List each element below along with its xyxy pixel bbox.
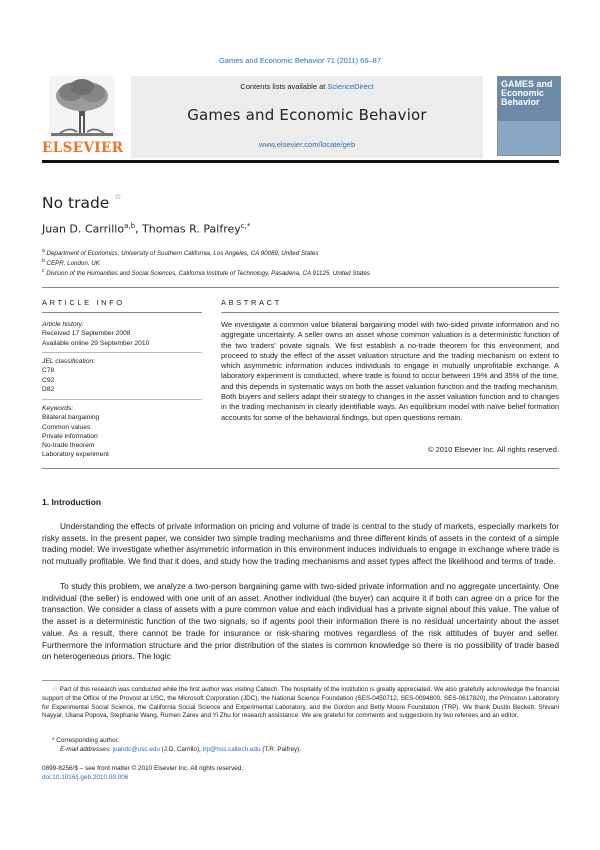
intro-paragraph: To study this problem, we analyze a two-person bargaining game with two-sided private information and no aggregate uncertainty. One individual (the seller) is endowed with one unit of an asset. Another individual (the buyer) can acquire it if both can agree on a price for the transaction. We consider a class of assets with a pure common value and each individual has a private signal about this value. The value of the asset is a deterministic function of the two signals, so if agents pool their information there is no residual uncertainty about the asset value. As a result, there cannot be trade for insurance or risk-sharing motives regardless of the risk attitudes of buyer and seller. Furthermore the information structure and the prior distribution of the states is common knowledge so there is no possibility of trade based on heterogeneous priors. The logic bbox=[42, 581, 559, 662]
issn-line: 0899-8256/$ – see front matter © 2010 Elsevier Inc. All rights reserved. bbox=[42, 765, 244, 772]
email-link[interactable]: juandc@usc.edu bbox=[112, 746, 160, 753]
jel-code: C78 bbox=[42, 367, 55, 375]
doi-link[interactable]: doi:10.1016/j.geb.2010.09.006 bbox=[42, 774, 129, 782]
paper-title-text: No trade bbox=[42, 194, 110, 212]
keyword: Laboratory experiment bbox=[42, 451, 109, 459]
divider bbox=[42, 312, 202, 313]
asterisk-mark: * bbox=[52, 737, 55, 744]
article-info-heading: ARTICLE INFO bbox=[42, 298, 125, 307]
contents-prefix: Contents lists available at bbox=[240, 82, 328, 91]
elsevier-logo bbox=[42, 76, 122, 156]
divider bbox=[42, 399, 202, 400]
email-owner: (J.D. Carrillo), bbox=[161, 746, 201, 753]
email-label: E-mail addresses: bbox=[60, 746, 111, 753]
online-date: Available online 29 September 2010 bbox=[42, 339, 150, 347]
corresponding-text: Corresponding author. bbox=[56, 737, 120, 744]
journal-homepage-link[interactable]: www.elsevier.com/locate/geb bbox=[258, 140, 356, 149]
divider bbox=[42, 468, 559, 469]
divider bbox=[42, 352, 202, 353]
email-footnote bbox=[42, 746, 577, 755]
jel-code: C92 bbox=[42, 376, 55, 384]
author-name: Juan D. Carrillo bbox=[42, 222, 125, 236]
keyword: Bilateral bargaining bbox=[42, 414, 100, 422]
tree-logo-icon bbox=[49, 76, 115, 138]
author-name: Thomas R. Palfrey bbox=[142, 222, 241, 236]
journal-reference[interactable]: Games and Economic Behavior 71 (2011) 66–87 bbox=[218, 56, 382, 65]
publisher-wordmark: ELSEVIER bbox=[42, 140, 124, 156]
sciencedirect-link[interactable]: ScienceDirect bbox=[327, 82, 374, 91]
keywords bbox=[42, 404, 109, 460]
abstract-heading: ABSTRACT bbox=[221, 298, 282, 307]
affiliation-mark: a bbox=[42, 248, 45, 254]
jel-classification bbox=[42, 357, 95, 394]
author-affiliation-mark[interactable]: a,b bbox=[124, 222, 136, 230]
title-footnote-mark[interactable]: ☆ bbox=[114, 192, 122, 201]
abstract-copyright: © 2010 Elsevier Inc. All rights reserved. bbox=[427, 445, 559, 454]
email-link[interactable]: trp@hss.caltech.edu bbox=[202, 746, 261, 753]
header-divider bbox=[42, 160, 559, 163]
article-history bbox=[42, 320, 149, 348]
keyword: Private information bbox=[42, 432, 98, 440]
author-list: Juan D. Carrillo$^{a,b}$, Thomas R. Palfrey$^{c,*}$ bbox=[42, 222, 251, 236]
affiliation bbox=[42, 248, 318, 257]
keyword: No-trade theorem bbox=[42, 442, 95, 450]
email-owner: (T.R. Palfrey). bbox=[262, 746, 302, 753]
acknowledgement-text: Part of this research was conducted while the first author was visiting Caltech. The hospitality of the institution is greatly appreciated. We also gratefully acknowledge the financial support of the Office of the Provost at USC, the Microsoft Corporation (JDC), the National Science Foundation (SES-0450712, SES-0094800, SES-0617820), the Princeton Laboratory for Experimental Social Science, the California Social Science and Experimental Laboratory, and the Gordon and Betty Moore Foundation (TRP). We thank Dustin Beckett, Shivani Nayyar, Uliana Popova, Stephanie Wang, Rumen Zarev and Yi Zhu for research assistance. We are grateful for comments and suggestions by two referees and an editor. bbox=[42, 686, 560, 720]
affiliation-text: CEPR, London, UK bbox=[46, 260, 100, 268]
introduction-heading: 1. Introduction bbox=[42, 497, 102, 507]
affiliation bbox=[42, 268, 370, 277]
journal-cover-image bbox=[497, 76, 561, 156]
affiliation-mark: c bbox=[42, 268, 45, 274]
received-date: Received 17 September 2008 bbox=[42, 330, 131, 338]
keyword: Common values bbox=[42, 423, 91, 431]
footnote-star-mark: ☆ bbox=[52, 686, 58, 693]
journal-title: Games and Economic Behavior bbox=[187, 106, 427, 124]
jel-code: D82 bbox=[42, 385, 55, 393]
abstract-text: We investigate a common value bilateral bargaining model with two-sided private information and no aggregate uncertainty. A seller owns an asset whose common valuation is a deterministic function of the two traders' private signals. We first establish a no-trade theorem for this environment, and proceed to study the effect of the asset valuation structure and the trading mechanism on extent to which asymmetric information induces individuals to engage in mutually unprofitable exchange. A laboratory experiment is conducted, where trade is found to occur between 19% and 35% of the time, and this depends in systematic ways on both the asset valuation function and the trading mechanism. Both buyers and sellers adapt their strategy to changes in the asset valuation function and to changes in the trading mechanism in clearly identifiable ways. An equilibrium model with naïve belief formation accounts for some of the behavioral findings, but open questions remain. bbox=[221, 320, 559, 422]
footer-meta bbox=[42, 764, 243, 782]
contents-line bbox=[131, 82, 483, 91]
affiliation-mark: b bbox=[42, 258, 45, 264]
paper-title bbox=[42, 194, 121, 212]
affiliation-text: Division of the Humanities and Social Sciences, California Institute of Technology, Pasadena, CA 91125, United States bbox=[46, 270, 370, 278]
intro-paragraph: Understanding the effects of private information on pricing and volume of trade is central to the study of markets, especially markets for risky assets. In the present paper, we consider two simple trading mechanisms and three different kinds of assets in the context of a simple trading model. We investigate whether asymmetric information in this environment induces individuals to engage in exchange where trade is not mutually profitable. We find that it does, and study how the trading mechanisms and asset types affect the likelihood and terms of trade. bbox=[42, 521, 559, 567]
cover-title: GAMES and Economic Behavior bbox=[501, 79, 553, 107]
author-affiliation-mark[interactable]: c,* bbox=[240, 222, 251, 230]
divider bbox=[42, 287, 559, 288]
history-label: Article history: bbox=[42, 321, 84, 328]
jel-label: JEL classification: bbox=[42, 358, 96, 365]
keywords-label: Keywords: bbox=[42, 405, 74, 412]
acknowledgement-footnote bbox=[42, 686, 559, 721]
corresponding-footnote bbox=[42, 737, 569, 746]
affiliation-text: Department of Economics, University of Southern California, Los Angeles, CA 90089, United States bbox=[46, 250, 319, 258]
divider bbox=[221, 312, 559, 313]
cover-stripe bbox=[498, 121, 560, 155]
footnote-divider bbox=[42, 680, 559, 681]
affiliation bbox=[42, 258, 100, 267]
